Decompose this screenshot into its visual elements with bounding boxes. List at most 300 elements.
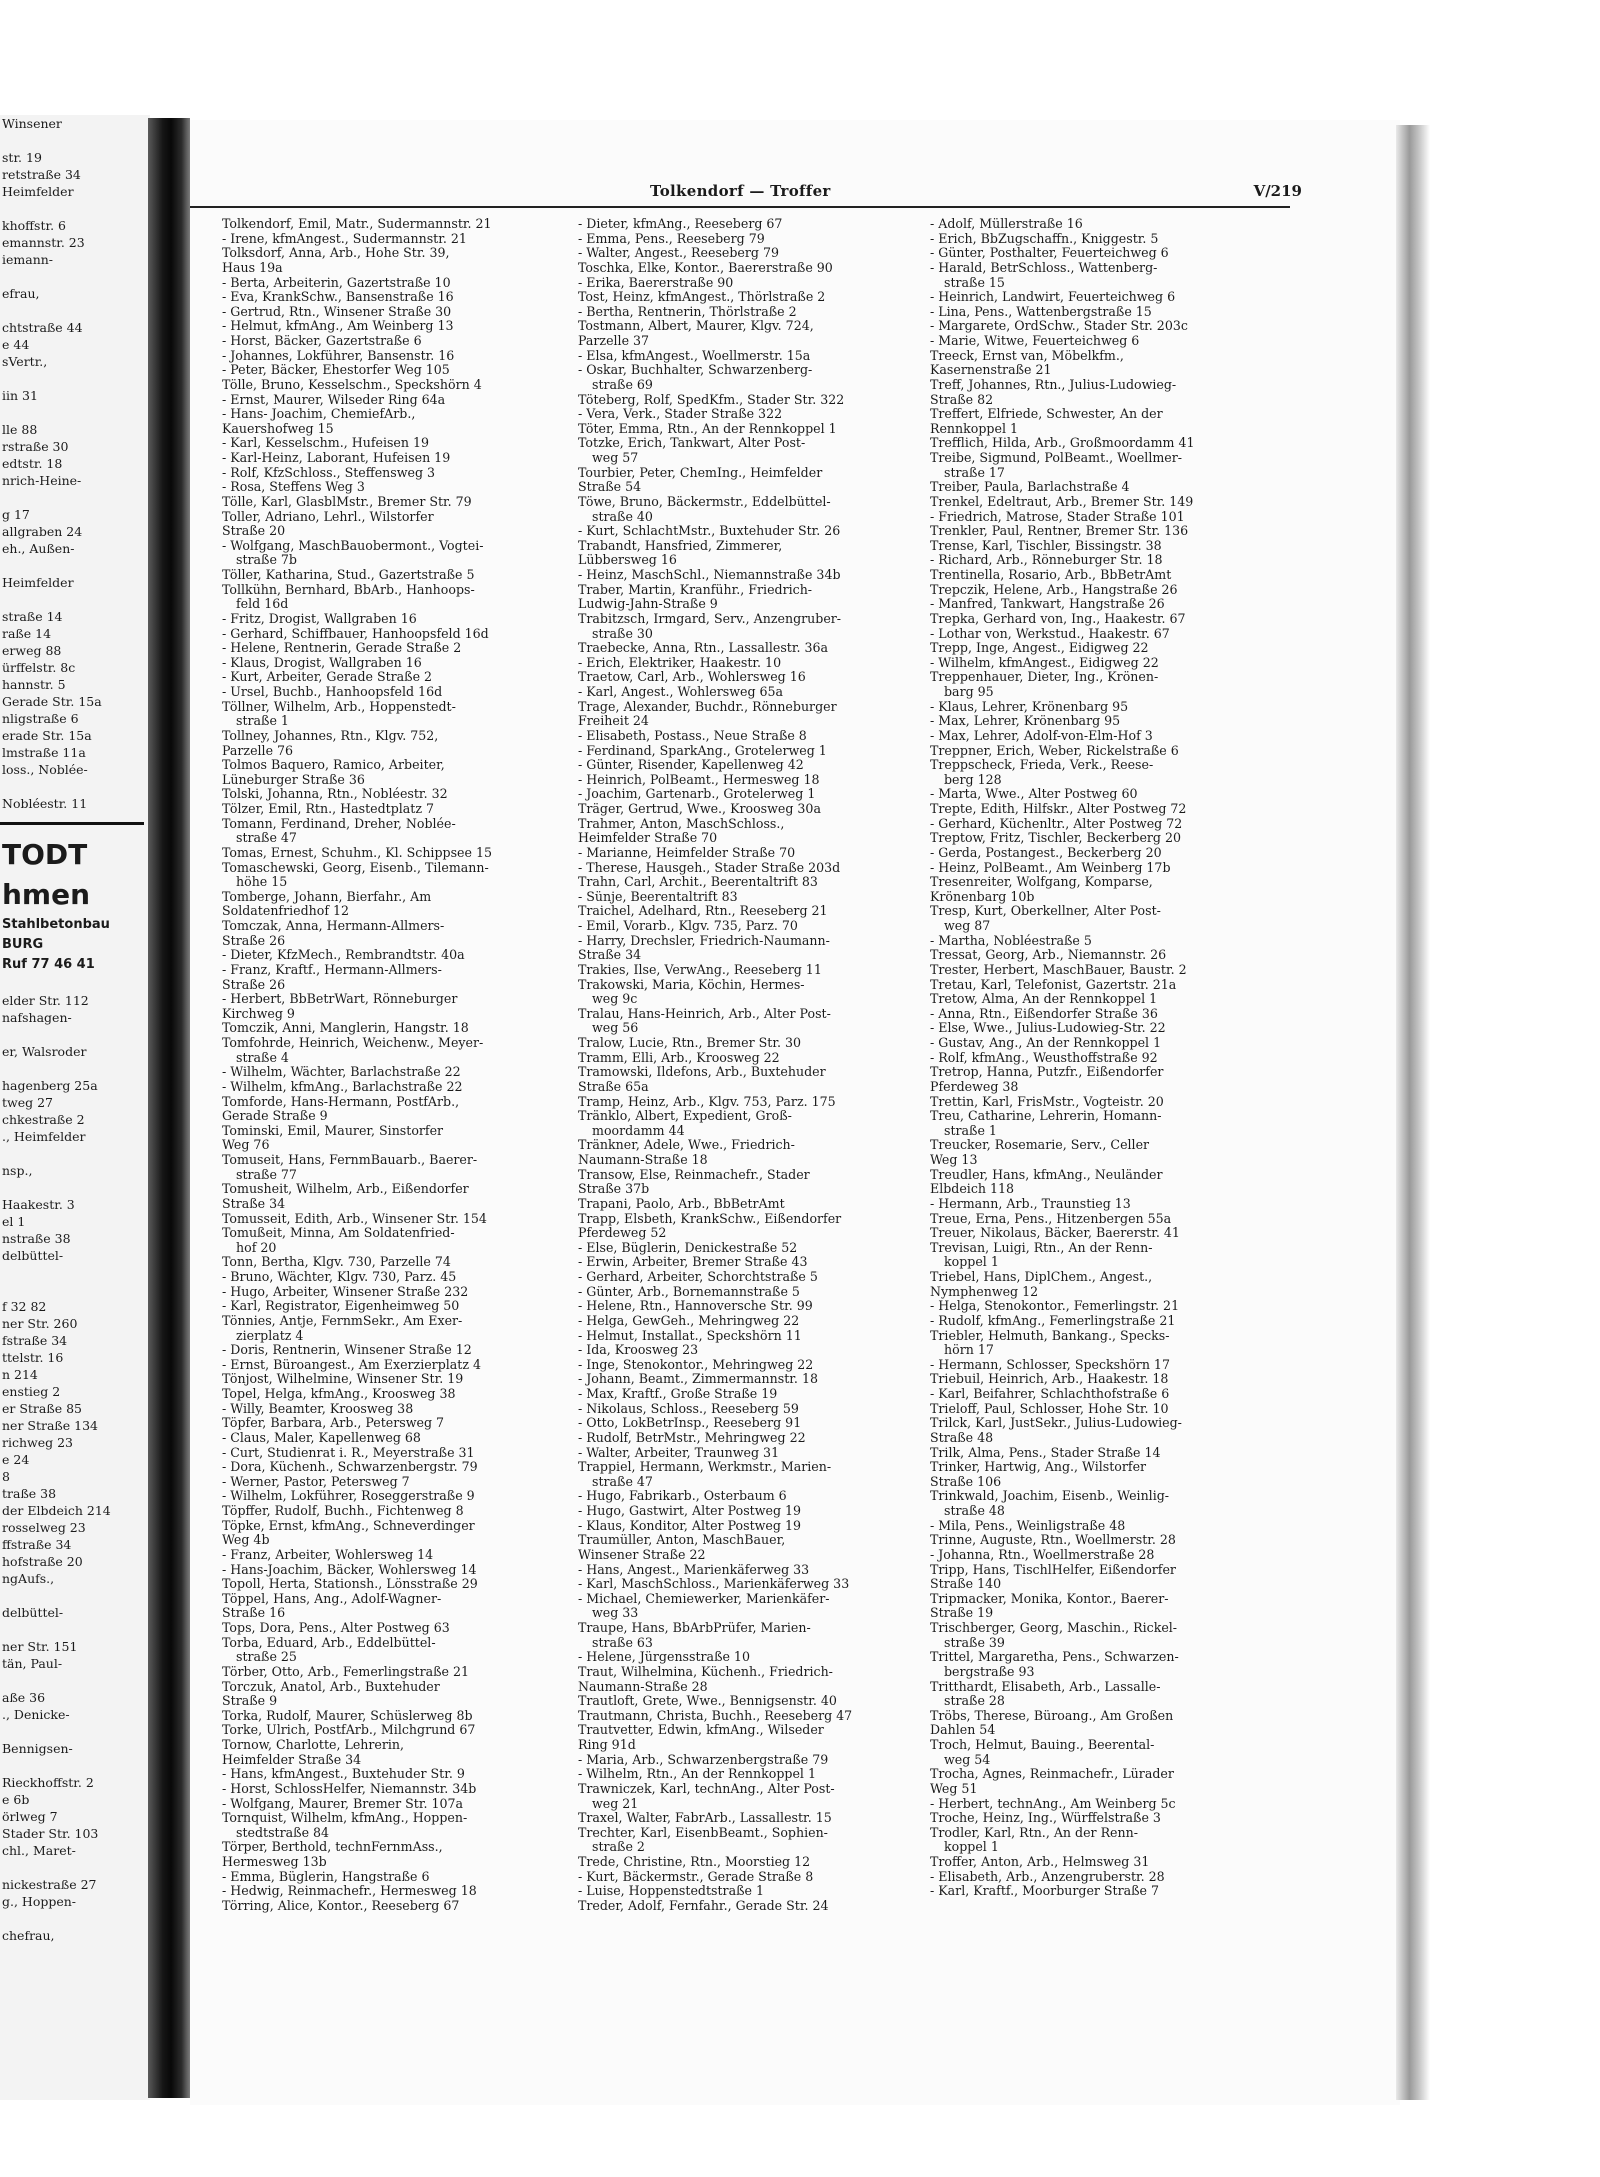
directory-entry-line: - Willy, Beamter, Kroosweg 38 — [222, 1401, 414, 1416]
directory-entry-line: weg 87 — [944, 919, 991, 933]
left-page-text — [0, 1264, 150, 1281]
directory-entry-line: Trodler, Karl, Rtn., An der Renn- — [930, 1825, 1138, 1840]
directory-entry-line: - Erika, Baererstraße 90 — [578, 275, 734, 290]
directory-entry-line: - Max, Lehrer, Krönenbarg 95 — [930, 714, 1121, 729]
directory-entry-line: Trester, Herbert, MaschBauer, Baustr. 2 — [930, 962, 1187, 977]
directory-entry-line: Tramp, Heinz, Arb., Klgv. 753, Parz. 175 — [578, 1094, 836, 1109]
directory-entry-line: straße 1 — [236, 714, 289, 729]
directory-entry-line: - Nikolaus, Schloss., Reeseberg 59 — [578, 1401, 799, 1416]
directory-entry-line: Tripmacker, Monika, Kontor., Baerer- — [930, 1591, 1169, 1606]
directory-entry-line: Lübbersweg 16 — [578, 553, 677, 568]
directory-entry-line: Winsener Straße 22 — [578, 1547, 706, 1562]
directory-entry-line: - Hugo, Gastwirt, Alter Postweg 19 — [578, 1504, 802, 1518]
directory-entry-line: - Doris, Rentnerin, Winsener Straße 12 — [222, 1343, 472, 1358]
directory-entry-line: berg 128 — [944, 772, 1002, 787]
left-page-rule — [0, 822, 144, 825]
directory-entry-line: straße 30 — [592, 626, 653, 641]
directory-entry-line: Tripp, Hans, TischlHelfer, Eißendorfer — [930, 1562, 1176, 1577]
directory-entry-line: Hermesweg 13b — [222, 1855, 327, 1869]
directory-entry-line: Trevisan, Luigi, Rtn., An der Renn- — [930, 1240, 1153, 1255]
directory-entry-line: - Vera, Verk., Stader Straße 322 — [578, 407, 783, 422]
left-page-text: Nobléestr. 11 — [2, 796, 88, 811]
directory-entry-line: Parzelle 37 — [578, 334, 650, 348]
directory-entry-line: - Karl, Angest., Wohlersweg 65a — [578, 685, 784, 699]
left-page-text — [0, 1621, 150, 1638]
directory-entry-line: straße 4 — [236, 1050, 289, 1065]
directory-entry-line: Triebuil, Heinrich, Arb., Haakestr. 18 — [930, 1372, 1169, 1387]
page-header — [190, 182, 1302, 208]
left-page-text — [0, 1672, 150, 1689]
directory-entry-line: - Berta, Arbeiterin, Gazertstraße 10 — [222, 275, 451, 290]
directory-entry-line: Tomann, Ferdinand, Dreher, Noblée- — [222, 816, 456, 831]
directory-entry-line: Trinne, Auguste, Rtn., Woellmerstr. 28 — [930, 1533, 1176, 1548]
directory-entry-line: Trepczik, Helene, Arb., Hangstraße 26 — [930, 582, 1178, 597]
directory-entry-line: weg 9c — [592, 992, 638, 1007]
directory-entry-line: Trepp, Inge, Angest., Eidigweg 22 — [930, 641, 1149, 656]
directory-entry-line: Lüneburger Straße 36 — [222, 772, 365, 787]
page-edge — [1396, 125, 1430, 2100]
left-page-text: nligstraße 6 — [2, 711, 79, 726]
directory-entry-line: Töllner, Wilhelm, Arb., Hoppenstedt- — [222, 699, 456, 714]
left-page-text: allgraben 24 — [2, 524, 83, 539]
directory-entry-line: Trentinella, Rosario, Arb., BbBetrAmt — [930, 568, 1172, 582]
directory-entry-line: Elbdeich 118 — [930, 1182, 1015, 1197]
directory-entry-line: - Emil, Vorarb., Klgv. 735, Parz. 70 — [578, 919, 798, 933]
left-page-text: traße 38 — [2, 1486, 57, 1501]
left-page-text: hmen — [2, 878, 91, 911]
left-page-text — [0, 778, 150, 795]
directory-entry-line: - Lina, Pens., Wattenbergstraße 15 — [930, 304, 1152, 319]
directory-entry-line: Naumann-Straße 18 — [578, 1153, 708, 1167]
left-page-text: n 214 — [2, 1367, 38, 1382]
directory-entry-line: - Wilhelm, Rtn., An der Rennkoppel 1 — [578, 1767, 816, 1782]
left-page-text: edtstr. 18 — [2, 456, 63, 471]
directory-entry-line: Töpke, Ernst, kfmAng., Schneverdinger — [222, 1518, 475, 1533]
left-page-text: g 17 — [2, 507, 30, 522]
directory-entry-line: koppel 1 — [944, 1840, 999, 1855]
directory-entry-line: Tomczik, Anni, Manglerin, Hangstr. 18 — [222, 1021, 469, 1036]
directory-entry-line: - Franz, Arbeiter, Wohlersweg 14 — [222, 1547, 434, 1562]
directory-entry-line: straße 69 — [592, 377, 653, 392]
directory-entry-line: Treffert, Elfriede, Schwester, An der — [930, 407, 1163, 422]
left-page-text: straße 14 — [2, 609, 63, 624]
directory-entry-line: - Karl, Kesselschm., Hufeisen 19 — [222, 436, 430, 451]
directory-entry-line: Trede, Christine, Rtn., Moorstieg 12 — [578, 1855, 811, 1869]
directory-entry-line: Torke, Ulrich, PostfArb., Milchgrund 67 — [222, 1723, 476, 1738]
left-page-text: BURG — [2, 937, 44, 952]
directory-entry-line: Tolski, Johanna, Rtn., Nobléestr. 32 — [222, 787, 448, 802]
directory-entry-line: Treucker, Rosemarie, Serv., Celler — [930, 1138, 1150, 1153]
directory-entry-line: - Elsa, kfmAngest., Woellmerstr. 15a — [578, 348, 811, 363]
directory-entry-line: Tops, Dora, Pens., Alter Postweg 63 — [222, 1621, 450, 1635]
left-page-text: chtstraße 44 — [2, 320, 83, 335]
page-title: Tolkendorf — Troffer — [650, 182, 831, 200]
left-page-text: str. 19 — [2, 150, 42, 165]
left-page-text — [0, 1026, 150, 1043]
left-page-text: raße 14 — [2, 626, 52, 641]
left-page-text: ner Str. 260 — [2, 1316, 78, 1331]
directory-entry-line: - Werner, Pastor, Petersweg 7 — [222, 1474, 410, 1489]
left-page-text: emannstr. 23 — [2, 235, 85, 250]
directory-entry-line: Tolkendorf, Emil, Matr., Sudermannstr. 21 — [222, 217, 492, 231]
directory-entry-line: - Horst, SchlossHelfer, Niemannstr. 34b — [222, 1781, 477, 1796]
directory-entry-line: Triebler, Helmuth, Bankang., Specks- — [930, 1328, 1170, 1343]
left-page-text: retstraße 34 — [2, 167, 81, 182]
directory-entry-line: Tritthardt, Elisabeth, Arb., Lassalle- — [930, 1679, 1161, 1694]
directory-entry-line: Transow, Else, Reinmachefr., Stader — [578, 1167, 810, 1182]
directory-entry-line: - Walter, Angest., Reeseberg 79 — [578, 246, 779, 261]
directory-entry-line: straße 28 — [944, 1694, 1005, 1709]
directory-entry-line: Tomusseit, Edith, Arb., Winsener Str. 154 — [222, 1211, 487, 1226]
directory-entry-line: straße 63 — [592, 1635, 653, 1650]
directory-entry-line: - Harry, Drechsler, Friedrich-Naumann- — [578, 933, 830, 948]
directory-entry-line: Trabandt, Hansfried, Zimmerer, — [578, 538, 783, 553]
directory-entry-line: Trahn, Carl, Archit., Beerentaltrift 83 — [578, 875, 818, 890]
left-page-text: nrich-Heine- — [2, 473, 82, 488]
directory-entry-line: Trautloft, Grete, Wwe., Bennigsenstr. 40 — [578, 1694, 837, 1709]
directory-entry-line: Töwe, Bruno, Bäckermstr., Eddelbüttel- — [578, 494, 831, 509]
left-page-text: chkestraße 2 — [2, 1112, 85, 1127]
directory-entry-line: - Helene, Jürgensstraße 10 — [578, 1650, 750, 1665]
directory-entry-line: Tönjost, Wilhelmine, Winsener Str. 19 — [222, 1372, 464, 1387]
left-page-text: eh., Außen- — [2, 541, 75, 556]
directory-column-2 — [578, 217, 938, 1914]
directory-entry-line: - Franz, Kraftf., Hermann-Allmers- — [222, 962, 442, 977]
directory-entry-line: Ring 91d — [578, 1738, 636, 1752]
left-page-text: ttelstr. 16 — [2, 1350, 64, 1365]
directory-entry-line: Tourbier, Peter, ChemIng., Heimfelder — [578, 465, 823, 480]
directory-entry-line: straße 2 — [592, 1840, 645, 1855]
directory-entry-line: - Helga, GewGeh., Mehringweg 22 — [578, 1313, 800, 1328]
left-page-text: TODT — [2, 838, 88, 871]
directory-entry-line: Trautvetter, Edwin, kfmAng., Wilseder — [578, 1723, 824, 1738]
directory-entry-line: Tölle, Karl, GlasblMstr., Bremer Str. 79 — [222, 494, 472, 509]
directory-entry-line: Trinker, Hartwig, Ang., Wilstorfer — [930, 1460, 1147, 1475]
left-page-text — [0, 1723, 150, 1740]
directory-entry-line: Heimfelder Straße 34 — [222, 1752, 362, 1767]
directory-entry-line: Toller, Adriano, Lehrl., Wilstorfer — [222, 509, 434, 524]
left-page-text: el 1 — [2, 1214, 26, 1229]
directory-entry-line: - Ida, Kroosweg 23 — [578, 1343, 699, 1358]
directory-entry-line: Freiheit 24 — [578, 714, 649, 729]
left-page-text: ner Straße 134 — [2, 1418, 98, 1433]
directory-entry-line: - Gerda, Postangest., Beckerberg 20 — [930, 845, 1162, 860]
directory-entry-line: - Wilhelm, kfmAngest., Eidigweg 22 — [930, 655, 1159, 670]
left-page-text: Stader Str. 103 — [2, 1826, 99, 1841]
directory-entry-line: Trage, Alexander, Buchdr., Rönneburger — [578, 699, 837, 714]
directory-entry-line: Tretrop, Hanna, Putzfr., Eißendorfer — [930, 1065, 1164, 1080]
directory-entry-line: Trefflich, Hilda, Arb., Großmoordamm 41 — [930, 436, 1195, 451]
directory-entry-line: - Dieter, KfzMech., Rembrandtstr. 40a — [222, 948, 465, 963]
directory-entry-line: Tränklo, Albert, Expedient, Groß- — [578, 1109, 792, 1124]
directory-entry-line: zierplatz 4 — [236, 1328, 304, 1343]
directory-entry-line: Dahlen 54 — [930, 1723, 996, 1738]
directory-entry-line: - Joachim, Gartenarb., Grotelerweg 1 — [578, 787, 816, 802]
directory-entry-line: - Wolfgang, Maurer, Bremer Str. 107a — [222, 1796, 464, 1811]
left-page-text: nsp., — [2, 1163, 33, 1178]
directory-entry-line: - Karl, Beifahrer, Schlachthofstraße 6 — [930, 1387, 1170, 1401]
directory-entry-line: Straße 54 — [578, 480, 642, 495]
directory-entry-line: - Rolf, KfzSchloss., Steffensweg 3 — [222, 465, 436, 480]
directory-entry-line: Troch, Helmut, Bauing., Beerental- — [930, 1738, 1155, 1752]
left-page-text: nstraße 38 — [2, 1231, 71, 1246]
directory-entry-line: - Adolf, Müllerstraße 16 — [930, 217, 1083, 231]
directory-entry-line: Töpfer, Barbara, Arb., Petersweg 7 — [222, 1416, 445, 1431]
directory-entry-line: Weg 76 — [222, 1138, 270, 1153]
directory-entry-line: Tränkner, Adele, Wwe., Friedrich- — [578, 1138, 795, 1153]
directory-entry-line: Tost, Heinz, kfmAngest., Thörlstraße 2 — [578, 290, 826, 305]
directory-entry-line: Trinkwald, Joachim, Eisenb., Weinlig- — [930, 1489, 1170, 1504]
directory-entry-line: - Gustav, Ang., An der Rennkoppel 1 — [930, 1036, 1162, 1050]
directory-entry-line: - Hugo, Arbeiter, Winsener Straße 232 — [222, 1284, 469, 1299]
directory-entry-line: Straße 34 — [222, 1196, 286, 1211]
directory-entry-line: Tollkühn, Bernhard, BbArb., Hanhoops- — [222, 582, 475, 597]
directory-entry-line: Traut, Wilhelmina, Küchenh., Friedrich- — [578, 1664, 833, 1679]
directory-entry-line: Tomußeit, Minna, Am Soldatenfried- — [222, 1226, 455, 1241]
directory-entry-line: - Gertrud, Rtn., Winsener Straße 30 — [222, 304, 452, 319]
left-page-text: Bennigsen- — [2, 1741, 73, 1756]
directory-entry-line: - Ferdinand, SparkAng., Grotelerweg 1 — [578, 743, 827, 758]
directory-entry-line: - Hans, kfmAngest., Buxtehuder Str. 9 — [222, 1767, 465, 1782]
directory-entry-line: Straße 140 — [930, 1577, 1002, 1592]
directory-entry-line: Troffer, Anton, Arb., Helmsweg 31 — [930, 1855, 1150, 1869]
directory-entry-line: koppel 1 — [944, 1255, 999, 1270]
directory-entry-line: Topel, Helga, kfmAng., Kroosweg 38 — [222, 1387, 456, 1401]
left-page-text — [0, 1145, 150, 1162]
directory-entry-line: Straße 20 — [222, 524, 286, 539]
left-page-text: örlweg 7 — [2, 1809, 58, 1824]
left-page-text — [0, 200, 150, 217]
directory-entry-line: - Bruno, Wächter, Klgv. 730, Parz. 45 — [222, 1270, 457, 1284]
directory-entry-line: - Marta, Wwe., Alter Postweg 60 — [930, 787, 1138, 802]
left-page-text — [0, 975, 150, 992]
left-page-text: 8 — [2, 1469, 10, 1484]
directory-entry-line: Straße 9 — [222, 1694, 278, 1709]
directory-entry-line: Straße 82 — [930, 392, 994, 407]
directory-entry-line: - Gerhard, Küchenltr., Alter Postweg 72 — [930, 816, 1183, 831]
left-page-text — [0, 1910, 150, 1927]
directory-entry-line: feld 16d — [236, 597, 289, 612]
directory-entry-line: straße 39 — [944, 1635, 1005, 1650]
directory-entry-line: hörn 17 — [944, 1343, 994, 1358]
left-page-text: hofstraße 20 — [2, 1554, 83, 1569]
directory-entry-line: Tönnies, Antje, FernmSekr., Am Exer- — [222, 1313, 463, 1328]
directory-entry-line: - Hans, Angest., Marienkäferweg 33 — [578, 1562, 810, 1577]
left-page-text: iin 31 — [2, 388, 38, 403]
left-page-text: erade Str. 15a — [2, 728, 92, 743]
left-page-text: nickestraße 27 — [2, 1877, 97, 1892]
directory-entry-line: Törber, Otto, Arb., Femerlingstraße 21 — [222, 1664, 469, 1679]
left-page-text: elder Str. 112 — [2, 993, 89, 1008]
directory-entry-line: hof 20 — [236, 1240, 277, 1255]
directory-entry-line: Trocha, Agnes, Reinmachefr., Lürader — [930, 1767, 1174, 1782]
directory-entry-line: Tomfohrde, Heinrich, Weichenw., Meyer- — [222, 1036, 484, 1050]
left-page-text: enstieg 2 — [2, 1384, 61, 1399]
directory-entry-line: Tolksdorf, Anna, Arb., Hohe Str. 39, — [222, 246, 450, 261]
directory-entry-line: - Emma, Büglerin, Hangstraße 6 — [222, 1869, 430, 1884]
left-page-text: Heimfelder — [2, 184, 74, 199]
directory-entry-line: Tomusheit, Wilhelm, Arb., Eißendorfer — [222, 1182, 469, 1197]
left-page-text: efrau, — [2, 286, 40, 301]
directory-entry-line: Tolmos Baquero, Ramico, Arbeiter, — [222, 758, 445, 773]
directory-entry-line: - Ursel, Buchb., Hanhoopsfeld 16d — [222, 685, 443, 699]
directory-entry-line: - Wilhelm, kfmAng., Barlachstraße 22 — [222, 1079, 463, 1094]
left-page-text: e 44 — [2, 337, 30, 352]
left-page-text: Gerade Str. 15a — [2, 694, 102, 709]
directory-entry-line: Tresp, Kurt, Oberkellner, Alter Post- — [930, 904, 1161, 919]
directory-entry-line: Gerade Straße 9 — [222, 1109, 328, 1124]
directory-page — [190, 120, 1400, 2105]
directory-entry-line: Torba, Eduard, Arb., Eddelbüttel- — [222, 1635, 436, 1650]
directory-entry-line: Haus 19a — [222, 260, 283, 275]
directory-entry-line: Trettin, Karl, FrisMstr., Vogteistr. 20 — [930, 1094, 1164, 1109]
directory-entry-line: Straße 48 — [930, 1430, 994, 1445]
directory-entry-line: straße 77 — [236, 1167, 297, 1182]
directory-entry-line: Treppner, Erich, Weber, Rickelstraße 6 — [930, 743, 1179, 758]
directory-entry-line: Tomczak, Anna, Hermann-Allmers- — [222, 919, 445, 933]
directory-entry-line: Straße 65a — [578, 1079, 649, 1094]
directory-entry-line: Trawniczek, Karl, technAng., Alter Post- — [578, 1781, 835, 1796]
directory-entry-line: - Günter, Risender, Kapellenweg 42 — [578, 758, 804, 773]
directory-entry-line: - Heinrich, Landwirt, Feuerteichweg 6 — [930, 290, 1176, 305]
left-page-text: Rieckhoffstr. 2 — [2, 1775, 94, 1790]
directory-entry-line: Tomuseit, Hans, FernmBauarb., Baerer- — [222, 1153, 478, 1167]
directory-entry-line: Trappiel, Hermann, Werkmstr., Marien- — [578, 1460, 832, 1475]
left-page-text: ngAufs., — [2, 1571, 55, 1586]
left-page-text: Winsener — [2, 116, 62, 131]
directory-entry-line: Trahmer, Anton, MaschSchloss., — [578, 816, 785, 831]
directory-entry-line: - Ernst, Büroangest., Am Exerzierplatz 4 — [222, 1357, 482, 1372]
left-page-text: chefrau, — [2, 1928, 55, 1943]
directory-entry-line: - Lothar von, Werkstud., Haakestr. 67 — [930, 626, 1170, 641]
directory-entry-line: - Bertha, Rentnerin, Thörlstraße 2 — [578, 304, 797, 319]
directory-entry-line: weg 54 — [944, 1752, 991, 1767]
directory-entry-line: - Max, Lehrer, Adolf-von-Elm-Hof 3 — [930, 728, 1153, 743]
directory-entry-line: straße 48 — [944, 1504, 1005, 1518]
directory-entry-line: - Otto, LokBetrInsp., Reeseberg 91 — [578, 1416, 802, 1431]
directory-entry-line: straße 15 — [944, 275, 1005, 290]
directory-entry-line: Trilck, Karl, JustSekr., Julius-Ludowieg- — [930, 1416, 1182, 1431]
directory-entry-line: - Rudolf, kfmAng., Femerlingstraße 21 — [930, 1313, 1176, 1328]
directory-entry-line: - Erwin, Arbeiter, Bremer Straße 43 — [578, 1255, 808, 1270]
directory-entry-line: Treiber, Paula, Barlachstraße 4 — [930, 480, 1130, 495]
left-page-text: hagenberg 25a — [2, 1078, 98, 1093]
directory-entry-line: Traumüller, Anton, MaschBauer, — [578, 1533, 786, 1548]
left-page-text: er, Walsroder — [2, 1044, 87, 1059]
directory-entry-line: Trense, Karl, Tischler, Bissingstr. 38 — [930, 538, 1162, 553]
directory-entry-line: Tramowski, Ildefons, Arb., Buxtehuder — [578, 1065, 826, 1080]
directory-entry-line: - Klaus, Drogist, Wallgraben 16 — [222, 655, 422, 670]
directory-entry-line: Törring, Alice, Kontor., Reeseberg 67 — [222, 1898, 460, 1913]
left-page-text: chl., Maret- — [2, 1843, 76, 1858]
left-page-text — [0, 557, 150, 574]
directory-entry-line: weg 57 — [592, 451, 639, 465]
left-page-text: rosselweg 23 — [2, 1520, 86, 1535]
directory-column-1 — [222, 217, 582, 1914]
directory-column-3 — [930, 217, 1290, 1899]
directory-entry-line: - Luise, Hoppenstedtstraße 1 — [578, 1884, 764, 1899]
directory-entry-line: Ludwig-Jahn-Straße 9 — [578, 597, 718, 612]
directory-entry-line: - Marie, Witwe, Feuerteichweg 6 — [930, 334, 1140, 348]
directory-entry-line: - Emma, Pens., Reeseberg 79 — [578, 231, 765, 246]
directory-entry-line: - Johanna, Rtn., Woellmerstraße 28 — [930, 1547, 1155, 1562]
directory-entry-line: Treppscheck, Frieda, Verk., Reese- — [930, 758, 1154, 773]
directory-entry-line: bergstraße 93 — [944, 1664, 1035, 1679]
directory-entry-line: Kasernenstraße 21 — [930, 363, 1052, 378]
directory-entry-line: stedtstraße 84 — [236, 1825, 330, 1840]
directory-entry-line: Töller, Katharina, Stud., Gazertstraße 5 — [222, 568, 475, 582]
left-page-text: delbüttel- — [2, 1605, 64, 1620]
directory-entry-line: straße 47 — [236, 831, 297, 846]
directory-entry-line: - Hugo, Fabrikarb., Osterbaum 6 — [578, 1489, 787, 1504]
left-page-text: richweg 23 — [2, 1435, 74, 1450]
directory-entry-line: Tölzer, Emil, Rtn., Hastedtplatz 7 — [222, 802, 435, 816]
directory-entry-line: Weg 13 — [930, 1153, 978, 1167]
directory-entry-line: - Mila, Pens., Weinligstraße 48 — [930, 1518, 1126, 1533]
directory-entry-line: Torka, Rudolf, Maurer, Schüslerweg 8b — [222, 1708, 473, 1723]
left-page-text: e 6b — [2, 1792, 30, 1807]
left-page-text: aße 36 — [2, 1690, 46, 1705]
directory-entry-line: Torczuk, Anatol, Arb., Buxtehuder — [222, 1679, 440, 1694]
directory-entry-line: Traebecke, Anna, Rtn., Lassallestr. 36a — [578, 641, 829, 656]
directory-entry-line: - Ernst, Maurer, Wilseder Ring 64a — [222, 392, 446, 407]
directory-entry-line: weg 21 — [592, 1796, 639, 1811]
directory-entry-line: straße 40 — [592, 509, 653, 524]
directory-entry-line: Pferdeweg 38 — [930, 1079, 1019, 1094]
directory-entry-line: - Helmut, Installat., Speckshörn 11 — [578, 1328, 802, 1343]
directory-entry-line: Tornquist, Wilhelm, kfmAng., Hoppen- — [222, 1811, 468, 1826]
directory-entry-line: Trapp, Elsbeth, KrankSchw., Eißendorfer — [578, 1211, 842, 1226]
left-page-text: fstraße 34 — [2, 1333, 68, 1348]
left-page-text: khoffstr. 6 — [2, 218, 66, 233]
book-binding — [148, 118, 190, 2098]
directory-entry-line: barg 95 — [944, 685, 994, 699]
left-page-text: nafshagen- — [2, 1010, 72, 1025]
directory-entry-line: Weg 4b — [222, 1533, 270, 1548]
left-page-text: iemann- — [2, 252, 54, 267]
directory-entry-line: - Manfred, Tankwart, Hangstraße 26 — [930, 597, 1165, 612]
directory-entry-line: - Dieter, kfmAng., Reeseberg 67 — [578, 217, 783, 231]
directory-entry-line: - Martha, Nobléestraße 5 — [930, 933, 1092, 948]
directory-entry-line: Töter, Emma, Rtn., An der Rennkoppel 1 — [578, 421, 837, 436]
directory-entry-line: Tornow, Charlotte, Lehrerin, — [222, 1738, 405, 1752]
left-page-text: Ruf 77 46 41 — [2, 957, 95, 972]
directory-entry-line: Töppel, Hans, Ang., Adolf-Wagner- — [222, 1591, 442, 1606]
directory-entry-line: Traber, Martin, Kranführ., Friedrich- — [578, 582, 813, 597]
directory-entry-line: Topoll, Herta, Stationsh., Lönsstraße 29 — [222, 1577, 478, 1592]
directory-entry-line: Treppenhauer, Dieter, Ing., Krönen- — [930, 670, 1159, 685]
directory-entry-line: Totzke, Erich, Tankwart, Alter Post- — [578, 436, 806, 451]
directory-entry-line: Tomaschewski, Georg, Eisenb., Tilemann- — [222, 860, 489, 875]
directory-entry-line: - Max, Kraftf., Große Straße 19 — [578, 1387, 778, 1401]
directory-entry-line: - Helene, Rentnerin, Gerade Straße 2 — [222, 641, 462, 656]
directory-entry-line: - Helga, Stenokontor., Femerlingstr. 21 — [930, 1299, 1180, 1314]
directory-entry-line: Parzelle 76 — [222, 743, 294, 758]
directory-entry-line: Trakowski, Maria, Köchin, Hermes- — [578, 977, 805, 992]
directory-entry-line: - Rosa, Steffens Weg 3 — [222, 480, 365, 495]
directory-entry-line: - Karl, Kraftf., Moorburger Straße 7 — [930, 1884, 1160, 1899]
left-page-text — [0, 132, 150, 149]
directory-entry-line: Tralau, Hans-Heinrich, Arb., Alter Post- — [578, 1006, 831, 1021]
left-page-text — [0, 489, 150, 506]
left-page-text: loss., Noblée- — [2, 762, 88, 777]
directory-entry-line: - Hedwig, Reinmachefr., Hermesweg 18 — [222, 1884, 477, 1899]
directory-entry-line: Straße 26 — [222, 933, 286, 948]
directory-entry-line: Töpffer, Rudolf, Buchh., Fichtenweg 8 — [222, 1504, 464, 1518]
directory-entry-line: Heimfelder Straße 70 — [578, 831, 718, 846]
directory-entry-line: - Dora, Küchenh., Schwarzenbergstr. 79 — [222, 1460, 478, 1475]
directory-entry-line: Tressat, Georg, Arb., Niemannstr. 26 — [930, 948, 1167, 963]
